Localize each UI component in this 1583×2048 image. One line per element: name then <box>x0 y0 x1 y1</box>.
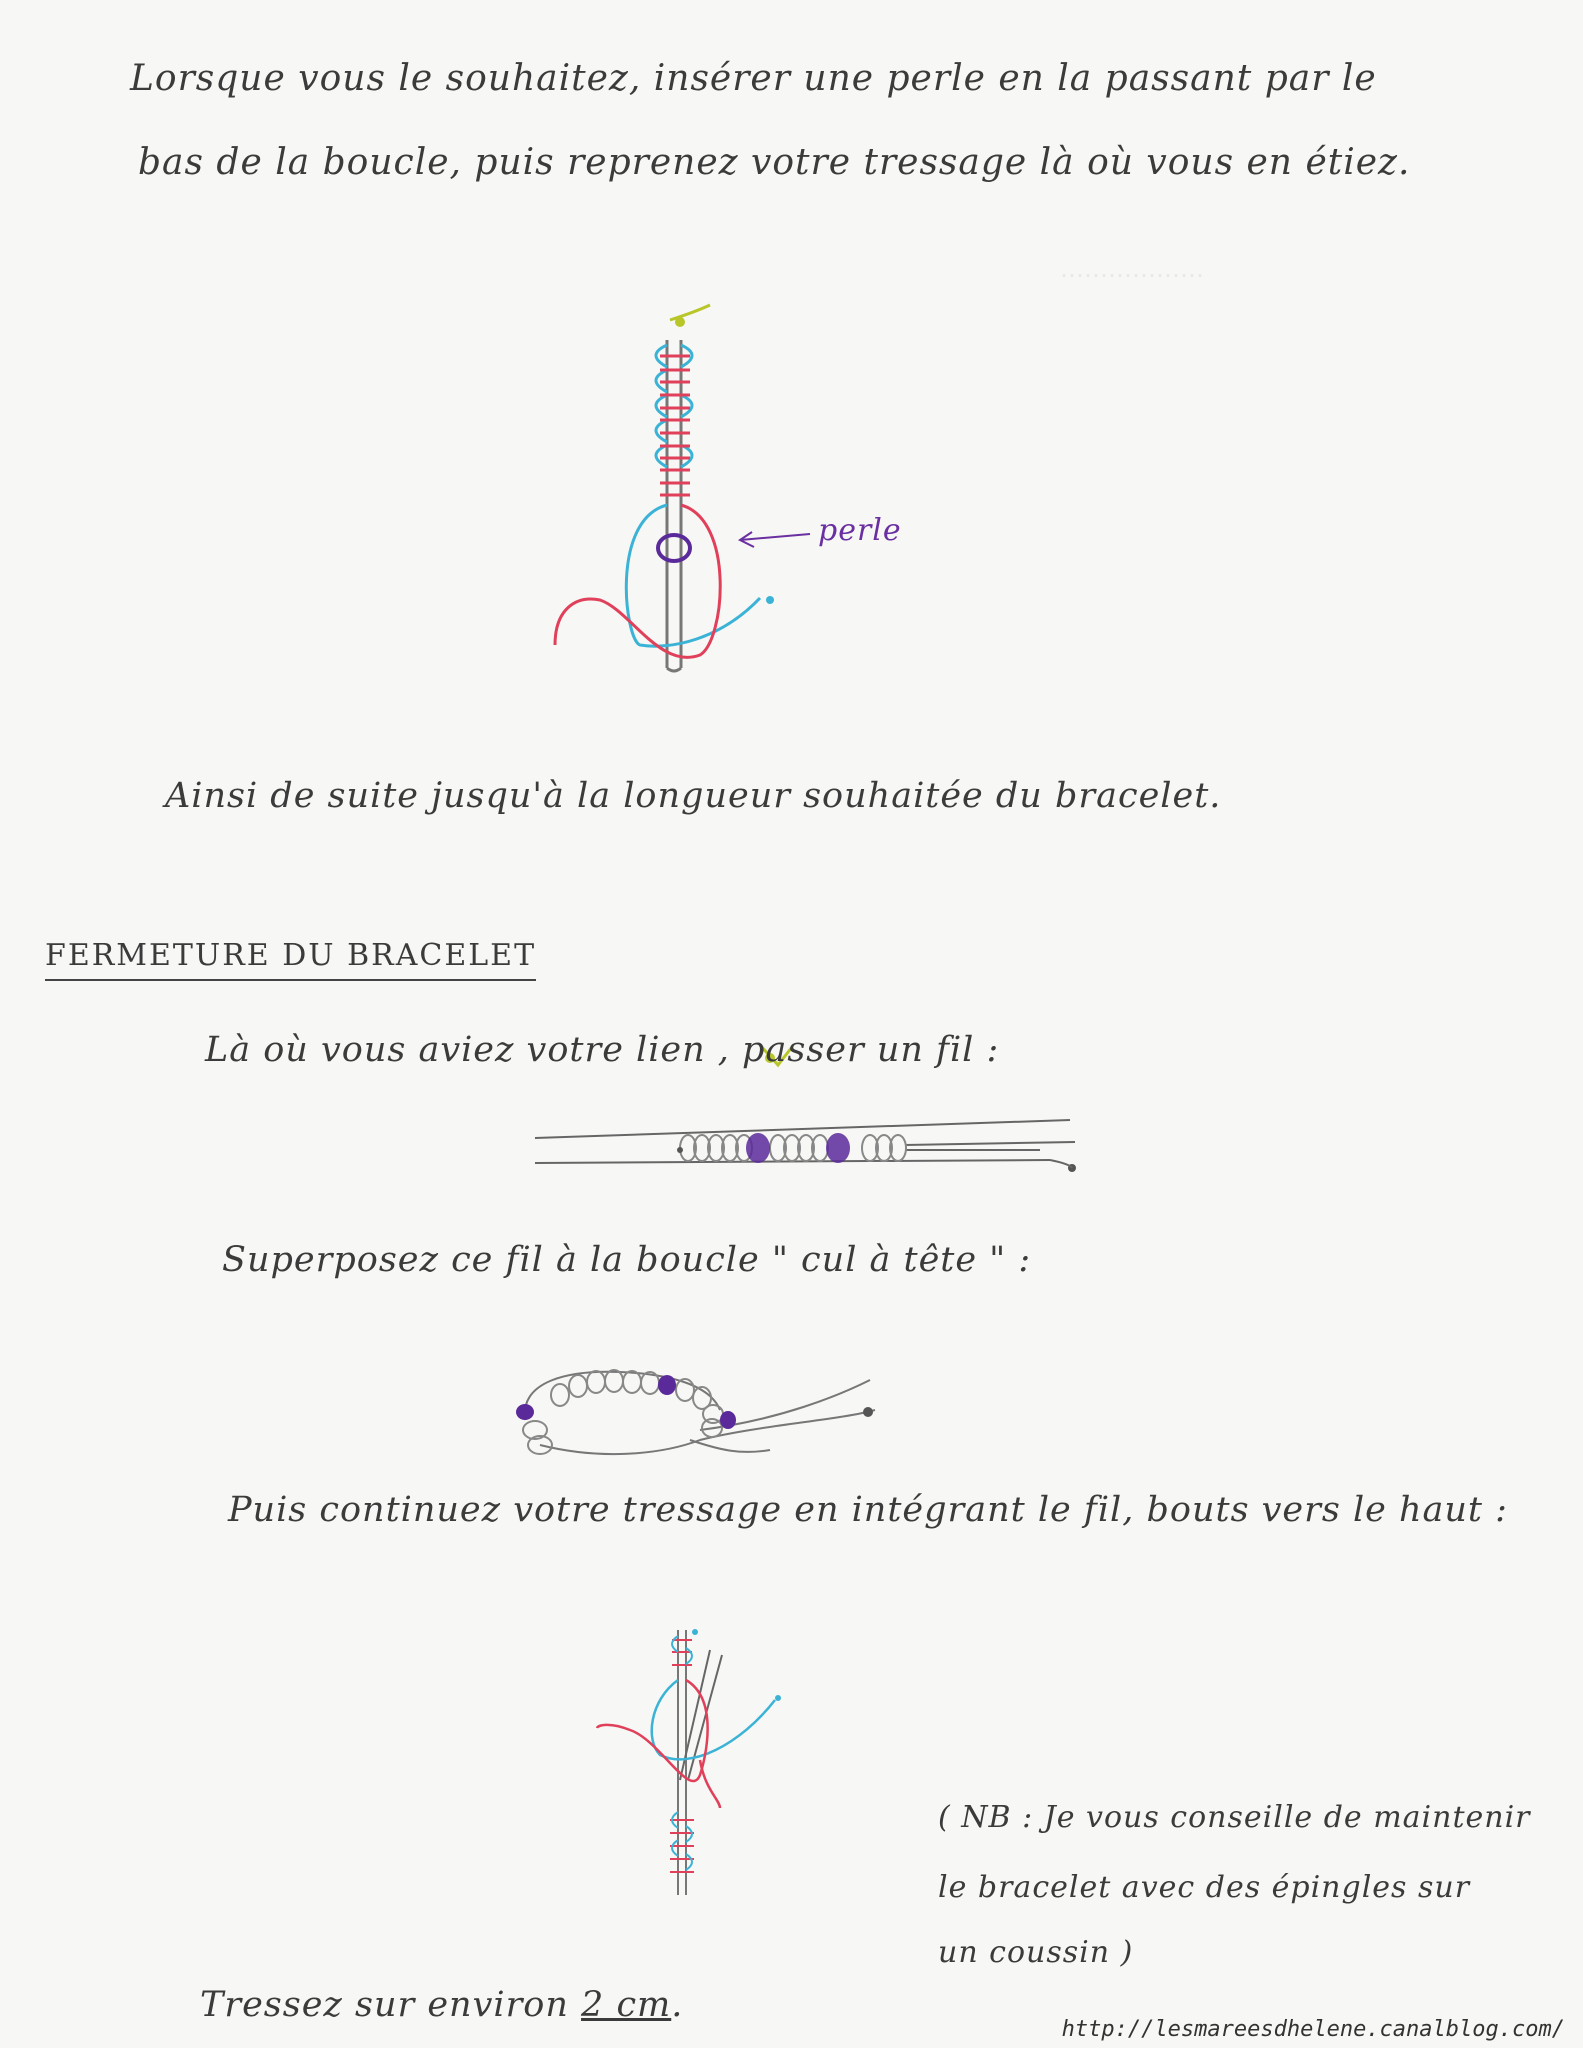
bead-pointer-arrow <box>740 534 810 540</box>
note-line-1: ( NB : Je vous conseille de maintenir <box>938 1800 1531 1835</box>
instruction-line-3: Ainsi de suite jusqu'à la longueur souhaitée du bracelet. <box>165 776 1222 816</box>
bead-icon <box>516 1404 534 1420</box>
source-url[interactable]: http://lesmareesdhelene.canalblog.com/ <box>1061 2017 1565 2042</box>
illustration-braid-with-thread <box>535 1120 1076 1172</box>
illustration-integrating-thread <box>597 1629 781 1895</box>
show-through-text: ……………… <box>1060 255 1204 283</box>
section-heading: FERMETURE DU BRACELET <box>45 938 536 981</box>
marker-tie-icon <box>670 305 710 320</box>
bead-icon <box>746 1133 770 1163</box>
bead-icon <box>658 535 690 561</box>
blue-knot-loops <box>656 345 692 467</box>
instruction-line-2: bas de la boucle, puis reprenez votre tressage là où vous en étiez. <box>138 142 1411 183</box>
instruction-line-5: Superposez ce fil à la boucle " cul à tête " : <box>222 1240 1032 1280</box>
instruction-line-7 <box>200 1985 683 2025</box>
bead-label: perle <box>818 513 902 548</box>
instruction-line-7-suffix: . <box>671 1985 684 2025</box>
instruction-line-1: Lorsque vous le souhaitez, insérer une perle en la passant par le <box>130 58 1377 99</box>
illustration-bead-insertion <box>555 305 810 671</box>
bead-icon <box>720 1411 736 1429</box>
braid-length-value: 2 cm <box>581 1985 672 2025</box>
braid-knots <box>680 1135 906 1161</box>
marker-knot-icon <box>675 317 685 327</box>
note-line-3: un coussin ) <box>938 1935 1134 1970</box>
instruction-line-7-prefix: Tressez sur environ <box>200 1985 582 2025</box>
instruction-line-6: Puis continuez votre tressage en intégrant le fil, bouts vers le haut : <box>228 1490 1508 1530</box>
bead-icon <box>826 1133 850 1163</box>
blue-cord-loop <box>626 505 760 646</box>
illustration-bracelet-loop <box>516 1370 875 1454</box>
bead-icon <box>658 1375 676 1395</box>
blue-cord-end-icon <box>766 596 774 604</box>
pink-knot-stitches <box>660 356 690 495</box>
blue-cord-loop <box>652 1680 775 1759</box>
instruction-line-4: Là où vous aviez votre lien , passer un fil : <box>205 1030 1000 1070</box>
note-line-2: le bracelet avec des épingles sur <box>938 1870 1471 1905</box>
